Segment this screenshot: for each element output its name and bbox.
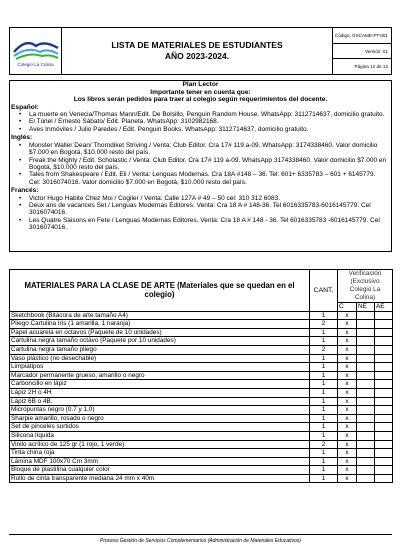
verification-ne-cell	[357, 363, 375, 372]
table-row	[10, 414, 393, 423]
verification-ae-cell	[375, 311, 393, 320]
material-name-cell: Micropuntas negro (0.7 y 1.0)	[10, 406, 310, 415]
verification-c-cell: x	[338, 414, 357, 423]
verification-ne-cell	[357, 320, 375, 329]
verification-ne-cell	[357, 388, 375, 397]
material-name-cell: Rollo de cinta transparente mediana 24 mm x 40m	[10, 474, 310, 483]
material-name-cell: Sharpie amarillo, rosado o negro	[10, 414, 310, 423]
verification-ae-cell	[375, 406, 393, 415]
art-table-body	[10, 311, 393, 483]
verification-ae-cell	[375, 388, 393, 397]
school-logo	[10, 28, 62, 74]
verification-ae-cell	[375, 440, 393, 449]
table-row	[10, 423, 393, 432]
verification-c-cell: x	[338, 388, 357, 397]
material-name-cell: Carboncillo en lápiz	[10, 380, 310, 389]
table-row	[10, 328, 393, 337]
quantity-cell: 1	[310, 328, 338, 337]
verification-ae-cell	[375, 397, 393, 406]
verification-ne-cell	[357, 397, 375, 406]
quantity-cell: 1	[310, 354, 338, 363]
frances-book-list	[19, 195, 387, 232]
material-name-cell: Sketchbook (Bitácora de arte tamaño A4)	[10, 311, 310, 320]
verification-ne-cell	[357, 423, 375, 432]
art-materials-table	[9, 269, 393, 483]
verification-ae-cell	[375, 371, 393, 380]
verification-ae-cell	[375, 345, 393, 354]
verification-ae-cell	[375, 354, 393, 363]
verification-ae-cell	[375, 431, 393, 440]
verification-ne-cell	[357, 457, 375, 466]
verification-ae-cell	[375, 328, 393, 337]
verification-c-cell: x	[338, 457, 357, 466]
material-name-cell: Cartulina negra tamaño octavo (Paquete por 10 unidades)	[10, 337, 310, 346]
quantity-cell: 1	[310, 380, 338, 389]
verification-ne-cell	[357, 328, 375, 337]
list-item: • Freak the Mighty / Edit. Scholastic / Venta: Club Editor. Cra 17# 119 a-09. WhatsApp 3174338460. Valor domicilio $7.000 en Bogotá, $10.000 resto del país.	[19, 157, 387, 172]
verification-ne-cell	[357, 414, 375, 423]
quantity-cell: 1	[310, 311, 338, 320]
verification-ne-header: NE	[357, 303, 375, 312]
verification-ae-header: AE	[375, 303, 393, 312]
material-name-cell: Lápiz 2H o 4H	[10, 388, 310, 397]
list-item: • Victor Hugo Habite Chez Moi / Cogiler / Venta: Calle 127A # 49 – 50 cel: 310 312 6083.	[19, 195, 387, 202]
verification-ae-cell	[375, 320, 393, 329]
art-table-title: MATERIALES PARA LA CLASE DE ARTE (Materiales que se quedan en el colegio)	[10, 270, 310, 312]
verification-ae-cell	[375, 474, 393, 483]
verification-c-cell: x	[338, 337, 357, 346]
document-meta	[333, 28, 391, 74]
verification-c-cell: x	[338, 406, 357, 415]
document-version: Versión: 01	[333, 44, 391, 60]
verification-ae-cell	[375, 466, 393, 475]
quantity-cell: 1	[310, 474, 338, 483]
list-item: • Deux ans de vacances Set / Lenguas Modernas Editores. Venta: Cra 18 A # 148-36. Tel 6016335783-6016145779. Cel 3016074016.	[19, 202, 387, 217]
material-name-cell: Vaso plástico (no desechable)	[10, 354, 310, 363]
quantity-cell: 1	[310, 406, 338, 415]
document-title	[62, 28, 333, 74]
verification-c-cell: x	[338, 423, 357, 432]
table-row	[10, 474, 393, 483]
table-row	[10, 397, 393, 406]
table-row	[10, 371, 393, 380]
verification-c-cell: x	[338, 311, 357, 320]
material-name-cell: Lápiz 6B o 4B.	[10, 397, 310, 406]
verification-ne-cell	[357, 466, 375, 475]
verification-c-cell: x	[338, 371, 357, 380]
table-row	[10, 311, 393, 320]
verification-c-cell: x	[338, 449, 357, 458]
verification-c-cell: x	[338, 466, 357, 475]
verification-ae-cell	[375, 380, 393, 389]
plan-lector-subtitle: Importante tener en cuenta que:	[150, 88, 251, 96]
quantity-cell: 1	[310, 414, 338, 423]
verification-ae-cell	[375, 423, 393, 432]
material-name-cell: Set de pinceles surtidos	[10, 423, 310, 432]
table-row	[10, 440, 393, 449]
section-frances: Francés:	[11, 187, 39, 195]
quantity-cell: 1	[310, 423, 338, 432]
verification-ae-cell	[375, 337, 393, 346]
quantity-cell: 1	[310, 457, 338, 466]
verification-c-cell: x	[338, 328, 357, 337]
plan-lector-title: Plan Lector	[182, 81, 219, 88]
list-item: • La muerte en Venecia/Thomas Mann/Edit. De Bolsillo, Penguin Random House. WhatsApp: 3112714637, domicilio gratuito.	[19, 111, 387, 118]
table-row	[10, 363, 393, 372]
quantity-cell: 1	[310, 363, 338, 372]
verification-ae-cell	[375, 414, 393, 423]
list-item: • Les Quatre Saisons en Fete / Lenguas Modernas Editores. Venta: Cra 18 A # 148 - 36. Tel 6016335783 -6016145779. Cel 3016074016.	[19, 217, 387, 232]
table-row	[10, 406, 393, 415]
verification-ne-cell	[357, 380, 375, 389]
logo-text: Colegio La Colina	[17, 62, 54, 67]
verification-ne-cell	[357, 311, 375, 320]
material-name-cell: Tinta china roja	[10, 449, 310, 458]
verification-ae-cell	[375, 449, 393, 458]
section-espanol: Español:	[11, 103, 39, 111]
list-item: • Tales from Shakespeare / Edit. Eli / Venta: Lenguas Modernas. Cra 18A #148 – 36. Tel: 601+ 6335783 – 601 + 6145779. Cel: 3016074016. Valor domicilio $7.000 en Bogotá, $10.000 resto del país.	[19, 171, 387, 186]
table-row	[10, 449, 393, 458]
quantity-cell: 1	[310, 397, 338, 406]
material-name-cell: Vinilo acrílico de 125 gr (1 rojo, 1 verde)	[10, 440, 310, 449]
verification-c-cell: x	[338, 354, 357, 363]
verification-ne-cell	[357, 406, 375, 415]
document-header	[9, 27, 392, 75]
quantity-cell: 1	[310, 337, 338, 346]
table-row	[10, 388, 393, 397]
document-footer: Proceso Gestión de Servicios Complementarios (Administración de Materiales Educativos)	[9, 534, 392, 546]
verification-c-cell: x	[338, 320, 357, 329]
table-row	[10, 337, 393, 346]
page-number: Página 12 de 12	[354, 64, 388, 70]
quantity-header: CANT.	[310, 270, 338, 312]
quantity-cell: 2	[310, 440, 338, 449]
verification-ne-cell	[357, 354, 375, 363]
table-row	[10, 466, 393, 475]
verification-header: Verificación (Exclusivo Colegio La Colina)	[338, 270, 393, 303]
list-item: • El Túnel / Ernesto Sábato/ Edit. Planeta. WhatsApp: 3102982168.	[19, 118, 387, 125]
verification-c-cell: x	[338, 431, 357, 440]
verification-ae-cell	[375, 457, 393, 466]
verification-ne-cell	[357, 449, 375, 458]
list-item: • Aves Inmóviles / Julio Paredes / Edit. Penguin Books. WhatsApp: 3112714637, domicilio gratuito.	[19, 126, 387, 133]
table-row	[10, 354, 393, 363]
verification-ne-cell	[357, 431, 375, 440]
quantity-cell: 1	[310, 388, 338, 397]
verification-c-cell: x	[338, 440, 357, 449]
verification-c-header: C	[338, 303, 357, 312]
list-item: • Monster Waller Dean/ Thorndiket Striving / Venta: Club Editor. Cra 17# 119 a-09. WhatsApp: 3174338460. Valor domicilio $7.000 en Bogotá, $10.000 resto del país.	[19, 142, 387, 157]
material-name-cell: Pliego Cartulina Iris (1 amarilla, 1 naranja)	[10, 320, 310, 329]
quantity-cell: 2	[310, 320, 338, 329]
table-row	[10, 320, 393, 329]
material-name-cell: Bloque de plastilina cualquier color	[10, 466, 310, 475]
verification-ne-cell	[357, 474, 375, 483]
quantity-cell: 2	[310, 345, 338, 354]
title-line-2: AÑO 2023-2024.	[164, 51, 230, 61]
verification-ne-cell	[357, 440, 375, 449]
verification-ne-cell	[357, 345, 375, 354]
table-row	[10, 431, 393, 440]
material-name-cell: Marcador permanente grueso, amarillo o negro	[10, 371, 310, 380]
quantity-cell: 1	[310, 466, 338, 475]
verification-c-cell: x	[338, 397, 357, 406]
ingles-book-list	[19, 142, 387, 186]
section-ingles: Inglés:	[11, 134, 33, 142]
verification-ae-cell	[375, 363, 393, 372]
verification-c-cell: x	[338, 363, 357, 372]
mountain-logo-icon	[12, 32, 60, 62]
table-row	[10, 345, 393, 354]
material-name-cell: Lámina MDF 100x70 Cm 3mm	[10, 457, 310, 466]
verification-ne-cell	[357, 337, 375, 346]
verification-c-cell: x	[338, 474, 357, 483]
verification-c-cell: x	[338, 345, 357, 354]
quantity-cell: 1	[310, 371, 338, 380]
espanol-book-list	[19, 111, 387, 133]
material-name-cell: Cartulina negra tamaño pliego	[10, 345, 310, 354]
table-row	[10, 457, 393, 466]
title-line-1: LISTA DE MATERIALES DE ESTUDIANTES	[111, 40, 283, 50]
plan-lector-note: Los libros serán pedidos para traer al colegio según requerimientos del docente.	[73, 96, 328, 103]
quantity-cell: 1	[310, 431, 338, 440]
verification-ne-cell	[357, 371, 375, 380]
plan-lector-section	[9, 80, 392, 252]
verification-c-cell: x	[338, 380, 357, 389]
material-name-cell: Limpiatipos	[10, 363, 310, 372]
document-code: Código: GSCAME-FT-001	[333, 28, 391, 44]
table-row	[10, 380, 393, 389]
material-name-cell: Silicona líquida	[10, 431, 310, 440]
quantity-cell: 1	[310, 449, 338, 458]
material-name-cell: Papel acuarela en octavos (Paquete de 10 unidades)	[10, 328, 310, 337]
